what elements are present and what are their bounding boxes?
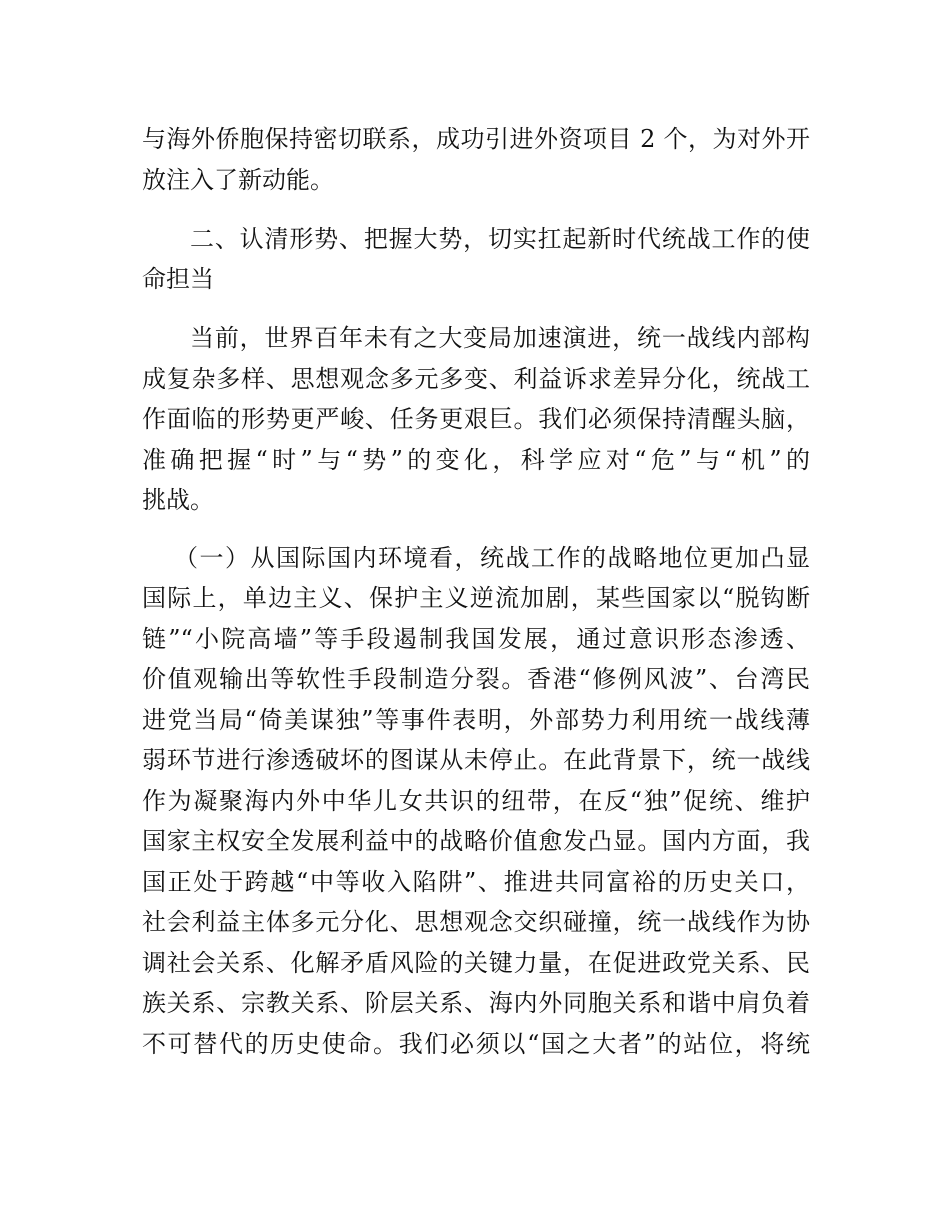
subsection-heading: （一）从国际国内环境看，统战工作的战略地位更加凸显 — [174, 544, 810, 572]
text-line: 族关系、宗教关系、阶层关系、海内外同胞关系和谐中肩负着 — [142, 989, 810, 1017]
text-line: 进党当局“倚美谋独”等事件表明，外部势力利用统一战线薄 — [142, 706, 810, 734]
text-line: 链”“小院高墙”等手段遏制我国发展，通过意识形态渗透、 — [142, 625, 810, 653]
text-line: 国正处于跨越“中等收入陷阱”、推进共同富裕的历史关口， — [142, 868, 810, 896]
text-line: 不可替代的历史使命。我们必须以“国之大者”的站位，将统 — [142, 1030, 810, 1058]
text-line: 价值观输出等软性手段制造分裂。香港“修例风波”、台湾民 — [142, 665, 810, 693]
text-line: 当前，世界百年未有之大变局加速演进，统一战线内部构 — [190, 324, 810, 352]
section-heading: 二、认清形势、把握大势，切实扛起新时代统战工作的使 — [190, 225, 810, 253]
text-line: 调社会关系、化解矛盾风险的关键力量，在促进政党关系、民 — [142, 949, 810, 977]
text-line: 成复杂多样、思想观念多元多变、利益诉求差异分化，统战工 — [142, 365, 810, 393]
text-line: 作面临的形势更严峻、任务更艰巨。我们必须保持清醒头脑， — [142, 405, 810, 433]
text-line: 社会利益主体多元分化、思想观念交织碰撞，统一战线作为协 — [142, 908, 810, 936]
section-heading-continued: 命担当 — [142, 265, 214, 293]
text-line: 作为凝聚海内外中华儿女共识的纽带，在反“独”促统、维护 — [142, 787, 810, 815]
text-line: 国家主权安全发展利益中的战略价值愈发凸显。国内方面，我 — [142, 827, 810, 855]
text-line: 放注入了新动能。 — [142, 166, 334, 194]
text-line: 与海外侨胞保持密切联系，成功引进外资项目 2 个，为对外开 — [142, 125, 810, 153]
text-line: 国际上，单边主义、保护主义逆流加剧，某些国家以“脱钩断 — [142, 584, 810, 612]
text-line: 准确把握“时”与“势”的变化，科学应对“危”与“机”的 — [142, 446, 810, 474]
text-line: 挑战。 — [142, 486, 214, 514]
text-line: 弱环节进行渗透破坏的图谋从未停止。在此背景下，统一战线 — [142, 746, 810, 774]
